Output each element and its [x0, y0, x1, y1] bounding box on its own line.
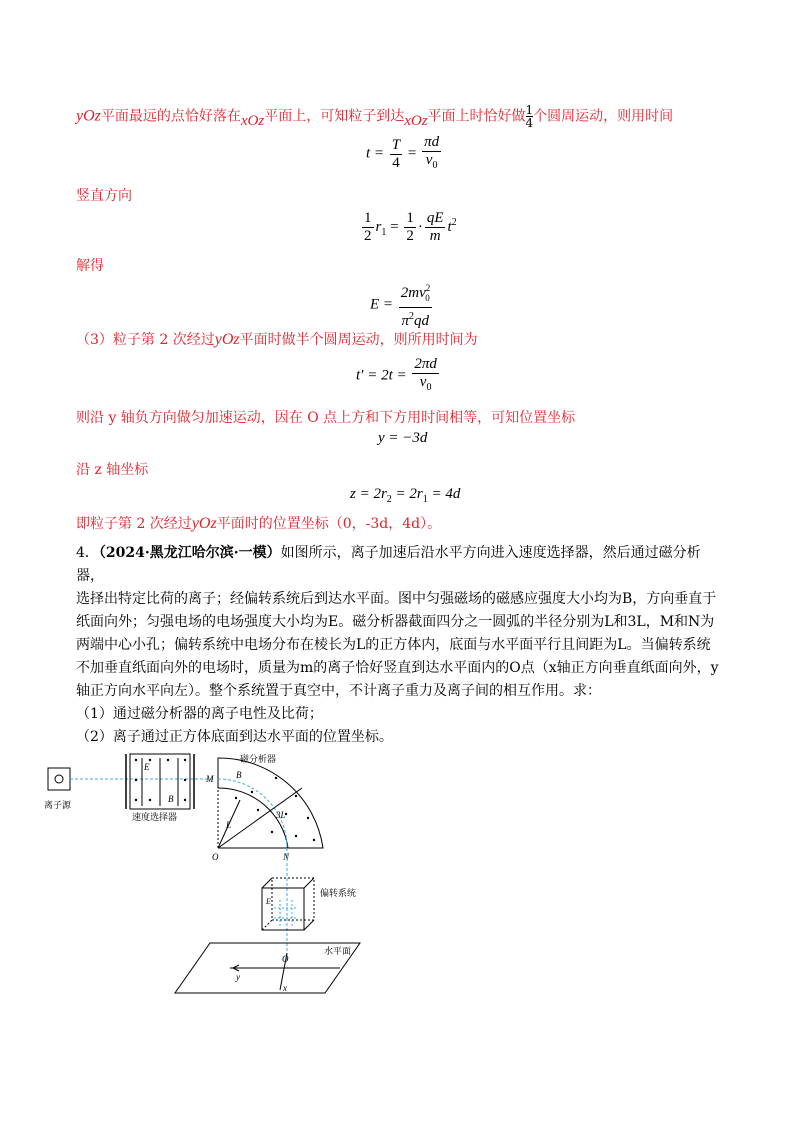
- final-answer: 即粒子第 2 次经过yOz平面时的位置坐标（0，-3d，4d）。: [76, 515, 442, 532]
- z-label: 沿 z 轴坐标: [76, 462, 149, 478]
- ion-source-icon: [55, 775, 63, 783]
- formula-time-2: t′ = 2t = $\frac{2\pi d}{v_0}$: [356, 356, 441, 396]
- label-B: B: [168, 794, 174, 804]
- label-O: O: [212, 852, 219, 862]
- magnetic-analyzer-outer: [218, 758, 323, 848]
- label-3L: 3L: [276, 810, 286, 820]
- y-direction-text: 则沿 y 轴负方向做匀加速运动，因在 O 点上方和下方用时间相等，可知位置坐标: [76, 410, 576, 426]
- problem-line: 4．（2024·黑龙江哈尔滨·一模）如图所示，离子加速后沿水平方向进入速度选择器，然后通过磁分析器，: [76, 545, 701, 584]
- plane-xoz: xOz: [404, 112, 428, 129]
- formula-vertical: $\frac{1}{2}$ $r_1$ = $\frac{1}{2}$ · $\frac{qE}{m}$ $t^2$: [364, 210, 457, 244]
- problem-4: [76, 542, 726, 749]
- label-E: E: [144, 762, 150, 772]
- question-1: （1）通过磁分析器的离子电性及比荷；: [76, 706, 323, 722]
- plane-xoz: xOz: [240, 112, 265, 129]
- fraction: $\frac{2\pi d}{v_0}$: [414, 356, 437, 393]
- deflection-system-label: 偏转系统: [320, 888, 357, 898]
- formula-y: y = −3d: [378, 430, 428, 446]
- label-x: x: [283, 983, 287, 993]
- problem-line: 选择出特定比荷的离子；经偏转系统后到达水平面。图中匀强磁场的磁感应强度大小均为B，方向垂直于: [76, 591, 717, 607]
- lhs: t =: [366, 145, 385, 162]
- solution-line-1: [76, 104, 673, 129]
- fraction: $\frac{\pi d}{v_0}$: [424, 134, 440, 171]
- physics-diagram: [40, 748, 400, 998]
- fraction: $\frac{qE}{m}$: [426, 210, 444, 244]
- velocity-selector-label: 速度选择器: [132, 812, 178, 822]
- magnetic-analyzer-label: 磁分析器: [240, 754, 277, 764]
- formula-z: $z = 2r_2 = 2r_1 = 4d$: [350, 486, 461, 505]
- fraction: $\frac{T}{4}$: [391, 136, 401, 171]
- label-y: y: [236, 972, 240, 982]
- formula-field: E = $\frac{2mv^2_0}{\pi^2qd}$: [370, 280, 434, 330]
- ion-source-label: 离子源: [44, 800, 72, 810]
- label-N: N: [283, 852, 290, 862]
- plane-yoz: yOz: [214, 331, 240, 348]
- problem-line: 两端中心小孔；偏转系统中电场分布在棱长为L的正方体内，底面与水平面平行且间距为L。当偏转系统: [76, 637, 711, 653]
- ion-source-box: [48, 768, 70, 790]
- label-M: M: [206, 774, 214, 784]
- problem-line: 纸面向外；匀强电场的电场强度大小均为E。磁分析器截面四分之一圆弧的半径分别为L和3L，M和N为: [76, 614, 715, 630]
- fraction: $\frac{1}{2}$: [406, 210, 414, 244]
- text: 个圆周运动，则用时间: [533, 108, 674, 125]
- label-B2: B: [236, 770, 242, 780]
- fraction: $\frac{2mv^2_0}{\pi^2qd}$: [399, 280, 432, 330]
- label-vertical: 竖直方向: [76, 188, 132, 204]
- label-L: L: [226, 820, 232, 830]
- label-E2: E: [266, 897, 271, 906]
- text: 平面上时恰好做: [427, 108, 526, 125]
- text: 平面上，可知粒子到达: [264, 108, 405, 125]
- problem-line: 不加垂直纸面向外的电场时，质量为m的离子恰好竖直到达水平面内的O点（x轴正方向垂直纸面向外，y: [76, 660, 719, 676]
- plane-yoz: yOz: [76, 107, 101, 125]
- fraction-quarter: $\frac{1}{4}$: [525, 103, 534, 130]
- plane-yoz: yOz: [191, 515, 217, 532]
- horizontal-plane-label: 水平面: [324, 946, 352, 956]
- label-solve: 解得: [76, 258, 104, 274]
- text: 平面最远的点恰好落在: [100, 108, 241, 125]
- problem-line: 轴正方向水平向左）。整个系统置于真空中，不计离子重力及离子间的相互作用。求：: [76, 683, 601, 699]
- radius-3L: [218, 788, 302, 848]
- equals: =: [407, 145, 417, 162]
- formula-time: [366, 134, 443, 174]
- question-2: （2）离子通过正方体底面到达水平面的位置坐标。: [76, 729, 393, 745]
- label-O2: O: [282, 954, 289, 964]
- fraction: $\frac{1}{2}$: [364, 210, 372, 244]
- part-3-text: （3）粒子第 2 次经过yOz平面时做半个圆周运动，则所用时间为: [76, 331, 478, 348]
